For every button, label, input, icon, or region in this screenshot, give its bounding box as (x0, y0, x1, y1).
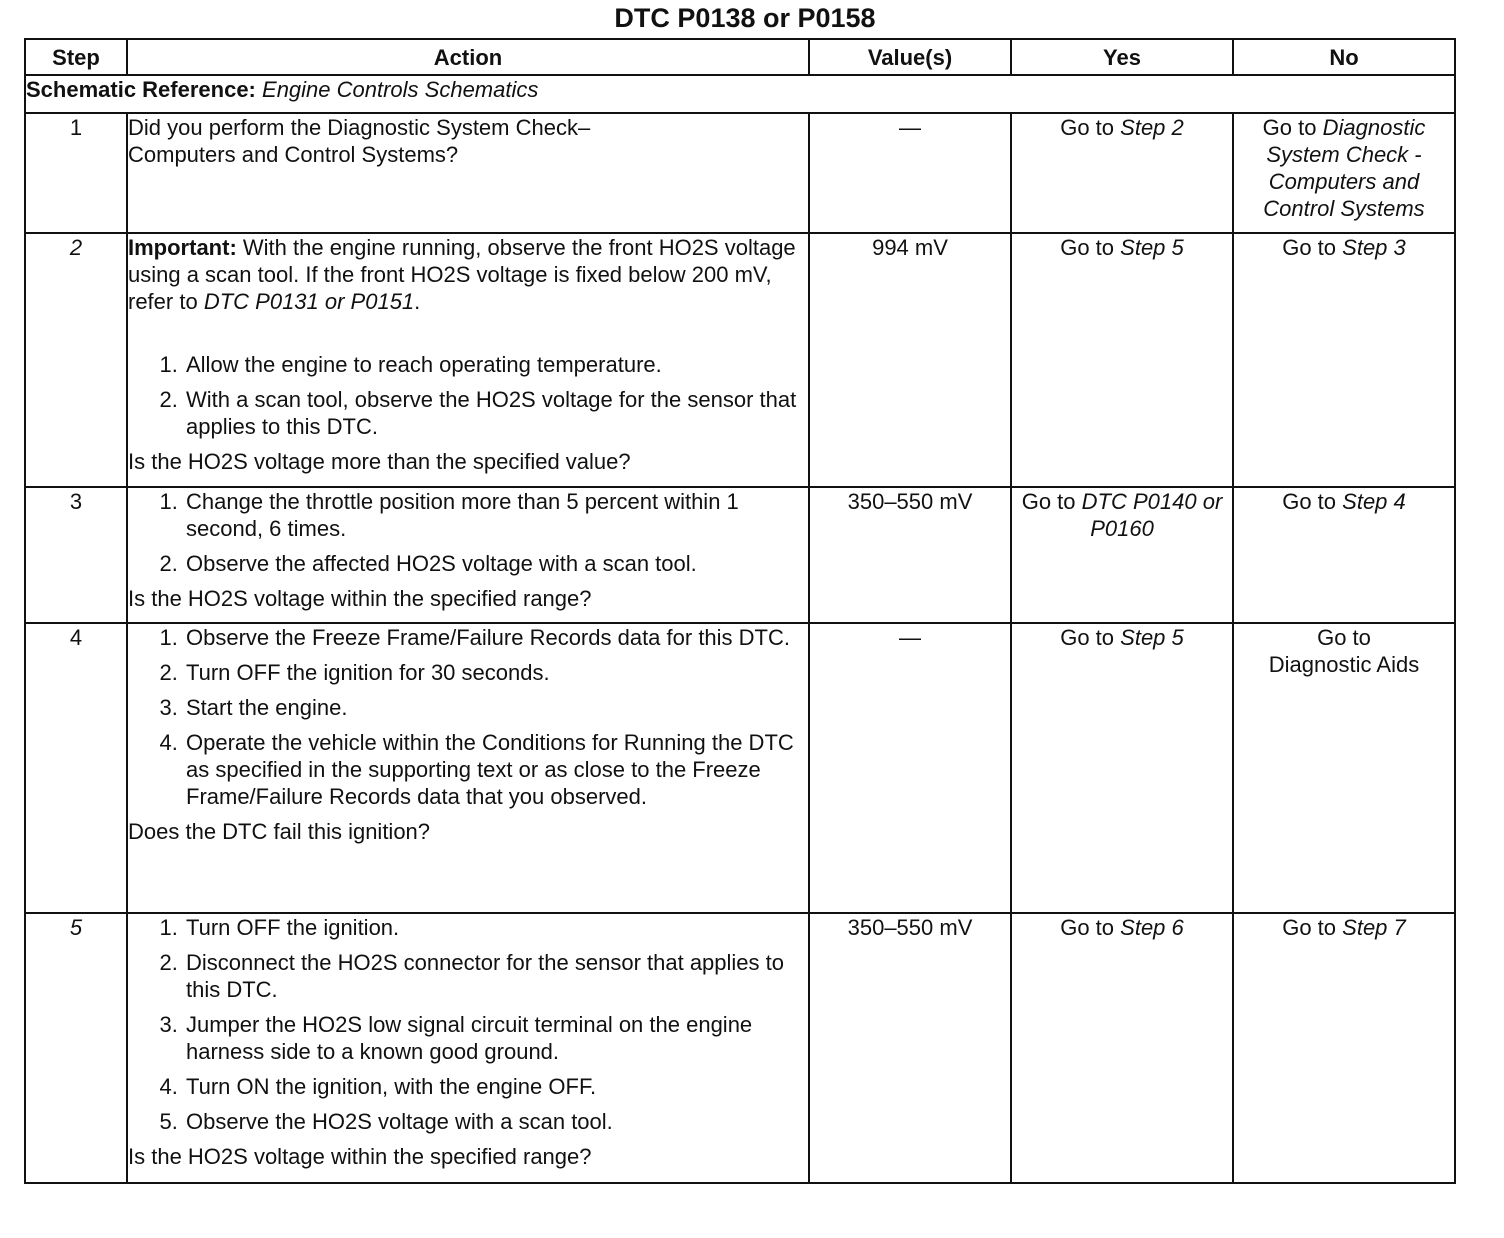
page-title: DTC P0138 or P0158 (614, 3, 876, 33)
important-ref: DTC P0131 or P0151 (203, 289, 415, 314)
list-item: 1. Observe the Freeze Frame/Failure Records data for this DTC. (184, 624, 808, 651)
value-cell: 350–550 mV (809, 913, 1011, 1183)
important-note: Important: With the engine running, observe the front HO2S voltage using a scan tool. If the front HO2S voltage is fixed below 200 mV, refer to DTC P0131 or P0151. (128, 235, 796, 314)
goto-target: Step 7 (1342, 915, 1406, 940)
goto-label: Go to (1262, 115, 1317, 140)
step-row-1 (25, 113, 1455, 233)
header-no: No (1233, 39, 1455, 75)
action-cell (127, 623, 809, 913)
action-cell (127, 913, 809, 1183)
goto-target: Diagnostic System Check - Computers and Control Systems (1263, 115, 1426, 221)
procedure-list (128, 488, 808, 577)
step-number: 1 (25, 113, 127, 233)
step-number: 3 (25, 487, 127, 623)
goto-label: Go to (1282, 489, 1337, 514)
no-cell (1233, 233, 1455, 487)
goto-label: Go to (1060, 235, 1115, 260)
no-cell (1233, 623, 1455, 913)
list-item: 1. Allow the engine to reach operating temperature. (184, 351, 808, 378)
header-yes: Yes (1011, 39, 1233, 75)
goto-label: Go to (1060, 115, 1115, 140)
list-item: 1. Turn OFF the ignition. (184, 914, 808, 941)
action-cell (127, 487, 809, 623)
step-question: Is the HO2S voltage more than the specified value? (128, 449, 631, 474)
goto-target: Step 4 (1342, 489, 1406, 514)
yes-cell (1011, 233, 1233, 487)
list-item: 1. Change the throttle position more than 5 percent within 1 second, 6 times. (184, 488, 808, 542)
header-step: Step (25, 39, 127, 75)
list-item: 3. Jumper the HO2S low signal circuit terminal on the engine harness side to a known good ground. (184, 1011, 808, 1065)
important-text: With the engine running, observe the front HO2S voltage using a scan tool. If the front HO2S voltage is fixed below 200 mV, refer to (128, 235, 796, 314)
header-action: Action (127, 39, 809, 75)
no-cell (1233, 113, 1455, 233)
procedure-list (128, 351, 808, 440)
diagnostic-table (24, 38, 1456, 1184)
goto-target: Step 2 (1120, 115, 1184, 140)
goto-target: Step 6 (1120, 915, 1184, 940)
goto-target: Step 5 (1120, 625, 1184, 650)
value-cell: 994 mV (809, 233, 1011, 487)
schematic-reference (25, 75, 1455, 113)
yes-cell (1011, 113, 1233, 233)
list-item: 5. Observe the HO2S voltage with a scan tool. (184, 1108, 808, 1135)
header-row (25, 39, 1455, 75)
yes-cell (1011, 623, 1233, 913)
goto-target: DTC P0140 or P0160 (1081, 489, 1223, 541)
value-cell: — (809, 113, 1011, 233)
schematic-label: Schematic Reference: (26, 77, 256, 102)
list-item: 2. Observe the affected HO2S voltage with a scan tool. (184, 550, 808, 577)
goto-label: Go to (1021, 489, 1076, 514)
action-cell (127, 113, 809, 233)
yes-cell (1011, 913, 1233, 1183)
list-item: 3. Start the engine. (184, 694, 808, 721)
step-question: Is the HO2S voltage within the specified range? (128, 586, 592, 611)
value-cell: — (809, 623, 1011, 913)
list-item: 2. Turn OFF the ignition for 30 seconds. (184, 659, 808, 686)
list-item: 4. Turn ON the ignition, with the engine OFF. (184, 1073, 808, 1100)
schematic-value: Engine Controls Schematics (262, 77, 539, 102)
step-row-3 (25, 487, 1455, 623)
step-number: 5 (25, 913, 127, 1183)
goto-label: Go to (1282, 915, 1337, 940)
goto-target: Diagnostic Aids (1268, 652, 1420, 677)
step-row-4 (25, 623, 1455, 913)
value-cell: 350–550 mV (809, 487, 1011, 623)
list-item: 2. With a scan tool, observe the HO2S voltage for the sensor that applies to this DTC. (184, 386, 808, 440)
step-row-2 (25, 233, 1455, 487)
goto-label: Go to (1060, 625, 1115, 650)
schematic-row (25, 75, 1455, 113)
goto-label: Go to (1282, 235, 1337, 260)
goto-label: Go to (1317, 625, 1371, 650)
step-question: Does the DTC fail this ignition? (128, 819, 431, 844)
goto-target: Step 3 (1342, 235, 1406, 260)
procedure-list (128, 914, 808, 1135)
step-number: 4 (25, 623, 127, 913)
important-label: Important: (128, 235, 237, 260)
procedure-list (128, 624, 808, 810)
no-cell (1233, 913, 1455, 1183)
list-item: 4. Operate the vehicle within the Conditions for Running the DTC as specified in the supporting text or as close to the Freeze Frame/Failure Records data that you observed. (184, 729, 808, 810)
step-question: Is the HO2S voltage within the specified range? (128, 1144, 592, 1169)
no-cell (1233, 487, 1455, 623)
action-cell (127, 233, 809, 487)
goto-label: Go to (1060, 915, 1115, 940)
goto-target: Step 5 (1120, 235, 1184, 260)
step-row-5 (25, 913, 1455, 1183)
step-question: Did you perform the Diagnostic System Check–Computers and Control Systems? (128, 115, 591, 167)
list-item: 2. Disconnect the HO2S connector for the sensor that applies to this DTC. (184, 949, 808, 1003)
header-values: Value(s) (809, 39, 1011, 75)
yes-cell (1011, 487, 1233, 623)
step-number: 2 (25, 233, 127, 487)
